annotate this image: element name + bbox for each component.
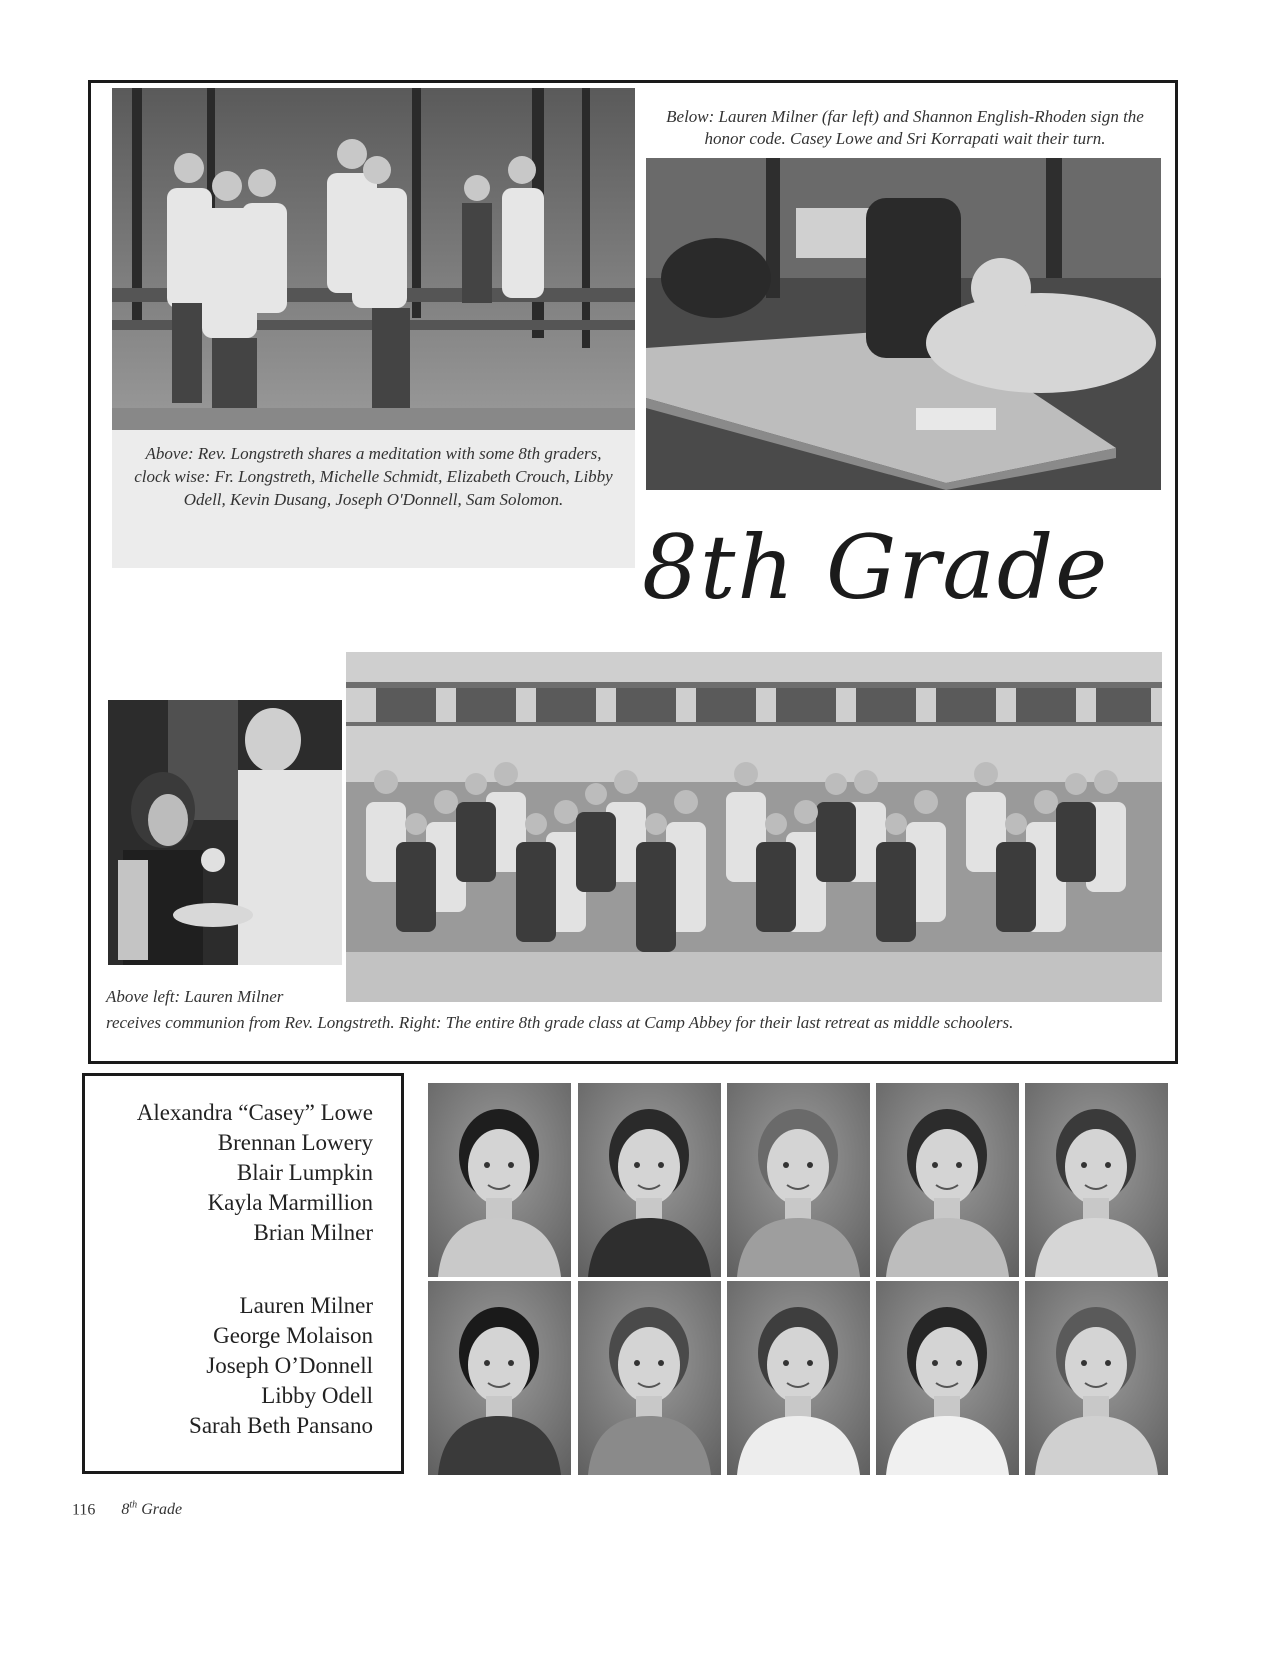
student-portrait: [876, 1281, 1019, 1475]
footer-section-word: Grade: [141, 1501, 183, 1519]
student-portrait: [428, 1083, 571, 1277]
names-group-1: [137, 1098, 373, 1248]
student-name: Lauren Milner: [239, 1293, 373, 1318]
student-portrait: [727, 1083, 870, 1277]
caption-meditation: [112, 430, 635, 568]
student-name: Kayla Marmillion: [207, 1190, 373, 1215]
student-portrait: [1025, 1281, 1168, 1475]
student-portrait: [578, 1281, 721, 1475]
student-names-box: [82, 1073, 404, 1474]
footer-section-suffix: th: [129, 1500, 138, 1511]
student-name: Brian Milner: [253, 1220, 373, 1245]
footer-section: [121, 1501, 182, 1518]
student-name: Brennan Lowery: [217, 1130, 373, 1155]
student-portrait: [876, 1083, 1019, 1277]
student-name: Blair Lumpkin: [236, 1160, 373, 1185]
caption-communion: Above left: Lauren Milner: [106, 987, 284, 1006]
student-name: Joseph O’Donnell: [206, 1353, 373, 1378]
photo-meditation: [112, 88, 635, 430]
caption-class-photo: receives communion from Rev. Longstreth. Right: The entire 8th grade class at Camp Abbey for their last retreat as middle schoolers.: [106, 1013, 1014, 1032]
student-portrait: [428, 1281, 571, 1475]
page-number: 116: [72, 1501, 96, 1519]
student-name: Alexandra “Casey” Lowe: [136, 1100, 373, 1125]
page-title: 8th Grade: [642, 516, 1110, 619]
caption-meditation-text: Above: Rev. Longstreth shares a meditation with some 8th graders, clock wise: Fr. Longstreth, Michelle Schmidt, Elizabeth Crouch, Libby Odell, Kevin Dusang, Joseph O'Donnell, Sam Solomon.: [134, 444, 613, 509]
photo-class-group: [346, 652, 1162, 1002]
student-portrait: [578, 1083, 721, 1277]
caption-honor-code: [660, 106, 1150, 150]
names-group-2: [189, 1291, 373, 1441]
photo-honor-code: [646, 158, 1161, 490]
photo-communion: [108, 700, 342, 965]
student-name: Libby Odell: [261, 1383, 373, 1408]
student-name: Sarah Beth Pansano: [189, 1413, 373, 1438]
student-portrait: [1025, 1083, 1168, 1277]
student-name: George Molaison: [213, 1323, 373, 1348]
student-portrait: [727, 1281, 870, 1475]
page-footer: [72, 1500, 182, 1519]
footer-section-number: 8: [121, 1501, 130, 1519]
caption-honor-code-text: Below: Lauren Milner (far left) and Shannon English-Rhoden sign the honor code. Casey Lowe and Sri Korrapati wait their turn.: [666, 107, 1144, 148]
